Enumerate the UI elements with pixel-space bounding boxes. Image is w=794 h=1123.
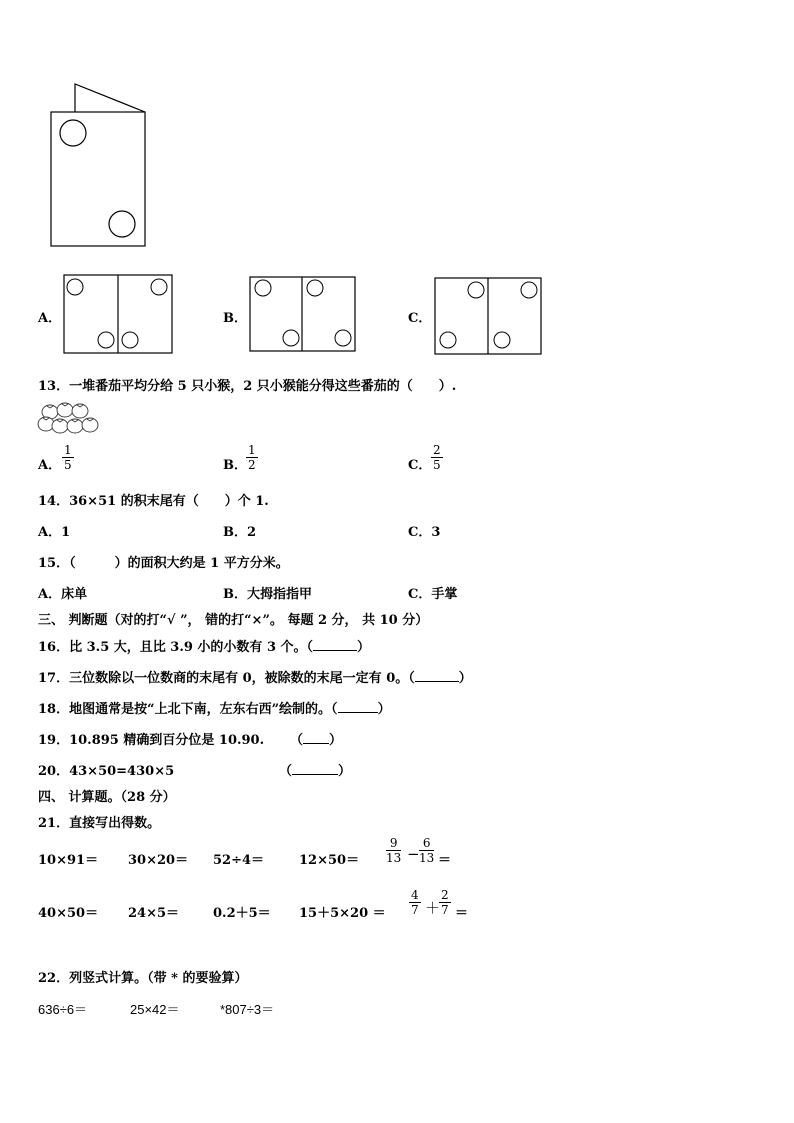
q21-r1-op: −	[407, 845, 420, 863]
q18-answer-blank[interactable]	[338, 700, 378, 713]
q15-option-b[interactable]: B．大拇指指甲	[223, 587, 312, 602]
q21-r1-item-1: 10×91＝	[38, 853, 99, 868]
q13-option-c-den: 5	[433, 458, 441, 472]
q21-r2-frac-b-den: 7	[441, 903, 449, 917]
q13-option-c-num: 2	[433, 443, 441, 457]
q17-answer-blank[interactable]	[415, 669, 459, 682]
q14-option-b[interactable]: B．2	[223, 525, 257, 540]
q21-r1-frac-a-num: 9	[386, 836, 401, 851]
q14-text: 14．36×51 的积末尾有（ ）个 1.	[38, 494, 269, 509]
q21-title: 21．直接写出得数。	[38, 816, 161, 831]
q16-paren-open: （	[306, 640, 314, 655]
q16-paren-close: ）	[357, 640, 371, 655]
q21-r2-frac-a	[409, 888, 421, 917]
q21-r2-item-4: 15＋5×20 ＝	[299, 906, 386, 921]
q16-answer-blank[interactable]	[313, 638, 357, 651]
q19-answer	[290, 729, 342, 748]
q21-r1-frac-a	[386, 836, 401, 865]
q13-option-b-label[interactable]: B．	[223, 458, 247, 473]
section-4-heading: 四、 计算题。（28 分）	[38, 790, 176, 805]
q18-paren-close: ）	[377, 702, 391, 717]
q13-option-c-label[interactable]: C．	[408, 458, 432, 473]
q19-paren-open: （	[290, 733, 304, 748]
q21-r1-item-2: 30×20＝	[128, 853, 189, 868]
q17-row	[38, 667, 472, 686]
q19-text: 19．10.895 精确到百分位是 10.90.	[38, 733, 265, 748]
q21-r2-item-3: 0.2＋5＝	[213, 906, 271, 921]
q13-option-a-den: 5	[64, 458, 72, 472]
q21-r1-item-3: 52÷4＝	[213, 853, 265, 868]
q22-item-1: 636÷6＝	[38, 1002, 88, 1017]
q21-r1-item-4: 12×50＝	[299, 853, 360, 868]
q21-r2-frac-b	[439, 888, 451, 917]
q21-r1-frac-a-den: 13	[386, 851, 402, 865]
q21-r2-frac-a-den: 7	[411, 903, 419, 917]
q18-row	[38, 698, 391, 717]
q21-r2-frac-b-num: 2	[441, 888, 449, 902]
q22-title: 22．列竖式计算。（带 * 的要验算）	[38, 971, 248, 986]
q13-option-a-label[interactable]: A．	[38, 458, 62, 473]
q21-r1-frac-b-num: 6	[419, 836, 434, 851]
q21-r2-item-1: 40×50＝	[38, 906, 99, 921]
option-b-label: B．	[223, 311, 247, 326]
q21-r1-frac-b-den: 13	[419, 851, 435, 865]
folded-paper-figure	[45, 80, 155, 252]
option-c-label: C．	[408, 311, 432, 326]
q22-item-2: 25×42＝	[130, 1002, 180, 1017]
q20-paren-close: ）	[338, 764, 352, 779]
q20-paren-open: （	[279, 764, 293, 779]
q20-answer-blank[interactable]	[292, 762, 338, 775]
q21-r1-eq: ＝	[438, 853, 452, 868]
option-c-figure[interactable]	[434, 276, 544, 356]
q22-item-3: *807÷3＝	[220, 1002, 275, 1017]
option-a-label: A．	[38, 311, 62, 326]
q14-option-c[interactable]: C．3	[408, 525, 441, 540]
option-a-figure[interactable]	[63, 273, 175, 355]
q15-text: 15．（ ）的面积大约是 1 平方分米。	[38, 556, 289, 571]
q13-option-a-fraction	[62, 443, 74, 472]
q13-option-b-den: 2	[248, 458, 256, 472]
q19-answer-blank[interactable]	[303, 731, 329, 744]
q15-option-a[interactable]: A．床单	[38, 587, 88, 602]
q20-text: 20．43×50=430×5	[38, 764, 175, 779]
q13-option-c-fraction	[431, 443, 443, 472]
q19-paren-close: ）	[329, 733, 343, 748]
q17-text: 17．三位数除以一位数商的末尾有 0，被除数的末尾一定有 0。	[38, 671, 409, 686]
q16-row	[38, 636, 370, 655]
tomatoes-icon	[36, 398, 102, 438]
q18-paren-open: （	[331, 702, 338, 717]
option-b-figure[interactable]	[249, 275, 359, 355]
q21-r2-item-2: 24×5＝	[128, 906, 180, 921]
q14-option-a[interactable]: A．1	[38, 525, 71, 540]
q13-text: 13．一堆番茄平均分给 5 只小猴，2 只小猴能分得这些番茄的（ ）.	[38, 379, 457, 394]
q21-r2-op: ＋	[425, 899, 441, 917]
q18-text: 18．地图通常是按“上北下南，左东右西”绘制的。	[38, 702, 332, 717]
q13-option-b-num: 1	[248, 443, 256, 457]
q20-answer	[279, 760, 351, 779]
q15-option-c[interactable]: C．手掌	[408, 587, 458, 602]
q17-paren-open: （	[408, 671, 415, 686]
q13-option-a-num: 1	[64, 443, 72, 457]
q13-option-b-fraction	[246, 443, 258, 472]
q21-r2-frac-a-num: 4	[411, 888, 419, 902]
q17-paren-close: ）	[458, 671, 472, 686]
q21-r1-frac-b	[419, 836, 434, 865]
section-3-heading: 三、 判断题（对的打“√ ”， 错的打“×”。 每题 2 分， 共 10 分）	[38, 613, 429, 628]
q21-r2-eq: ＝	[455, 906, 469, 921]
q16-text: 16．比 3.5 大，且比 3.9 小的小数有 3 个。	[38, 640, 307, 655]
